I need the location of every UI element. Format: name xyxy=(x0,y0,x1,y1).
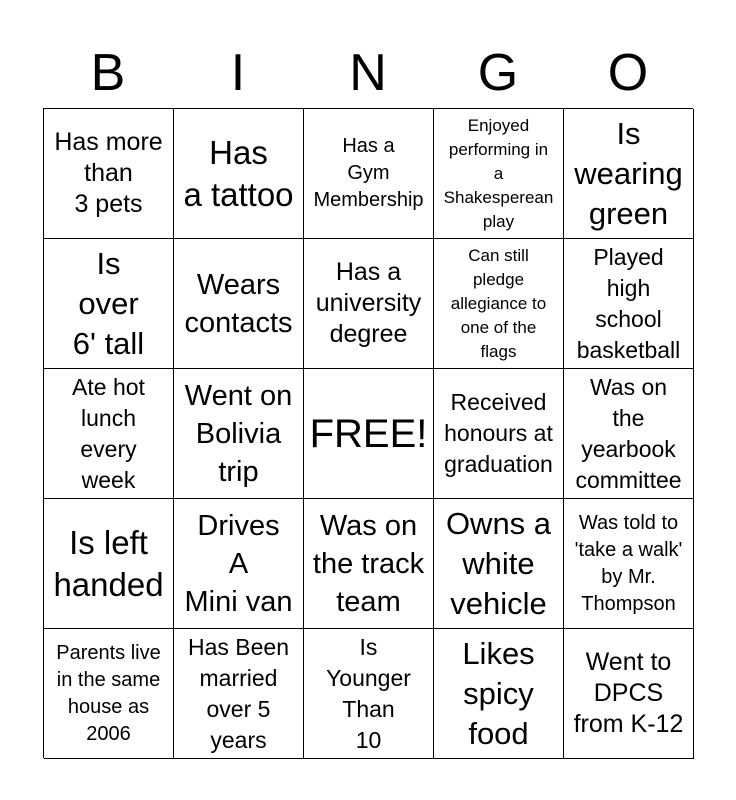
bingo-cell[interactable] xyxy=(44,109,174,239)
cell-text: Is left handed xyxy=(53,523,164,603)
cell-text: Has a Gym Membership xyxy=(313,135,424,211)
cell-text: Has Been married over 5 years xyxy=(187,633,289,753)
bingo-cell[interactable] xyxy=(174,369,304,499)
bingo-cell[interactable] xyxy=(44,369,174,499)
header-letter-o: O xyxy=(607,44,649,102)
cell-text: Received honours at graduation xyxy=(444,389,553,477)
bingo-cell[interactable] xyxy=(564,239,694,369)
bingo-cell[interactable] xyxy=(564,629,694,759)
cell-text: Went to DPCS from K-12 xyxy=(573,648,684,738)
bingo-cell[interactable] xyxy=(564,499,694,629)
cell-text: FREE! xyxy=(309,411,428,456)
bingo-header xyxy=(43,42,693,104)
bingo-cell[interactable] xyxy=(304,629,434,759)
bingo-cell[interactable] xyxy=(434,629,564,759)
cell-text: Is wearing green xyxy=(574,115,683,231)
bingo-cell[interactable] xyxy=(434,239,564,369)
bingo-cell[interactable] xyxy=(434,499,564,629)
cell-text: Has a tattoo xyxy=(183,133,294,213)
header-letter-b: B xyxy=(90,44,126,102)
header-letter-n: N xyxy=(349,44,387,102)
header-letter-i: I xyxy=(230,44,246,102)
bingo-cell[interactable] xyxy=(44,239,174,369)
cell-text: Can still pledge allegiance to one of the flags xyxy=(450,245,547,361)
bingo-cell[interactable] xyxy=(44,629,174,759)
cell-text: Has a university degree xyxy=(315,258,422,348)
bingo-cell[interactable] xyxy=(564,109,694,239)
header-letter-g: G xyxy=(477,44,519,102)
cell-text: Was on the track team xyxy=(312,509,425,618)
cell-text: Likes spicy food xyxy=(462,635,535,751)
bingo-cell[interactable] xyxy=(304,499,434,629)
bingo-card-grid xyxy=(43,108,693,758)
bingo-cell[interactable] xyxy=(304,239,434,369)
cell-text: Wears contacts xyxy=(184,268,293,339)
bingo-cell[interactable] xyxy=(304,109,434,239)
bingo-cell[interactable] xyxy=(434,369,564,499)
cell-text: Enjoyed performing in a Shakesperean play xyxy=(443,115,554,231)
cell-text: Was on the yearbook committee xyxy=(575,373,682,493)
cell-text: Parents live in the same house as 2006 xyxy=(56,641,161,745)
cell-text: Has more than 3 pets xyxy=(54,128,163,218)
bingo-cell[interactable] xyxy=(174,109,304,239)
cell-text: Drives A Mini van xyxy=(184,509,293,618)
bingo-cell-free[interactable] xyxy=(304,369,434,499)
cell-text: Ate hot lunch every week xyxy=(72,373,145,493)
bingo-cell[interactable] xyxy=(564,369,694,499)
bingo-cell[interactable] xyxy=(434,109,564,239)
bingo-cell[interactable] xyxy=(174,239,304,369)
bingo-cell[interactable] xyxy=(174,499,304,629)
cell-text: Owns a white vehicle xyxy=(445,505,552,621)
bingo-cell[interactable] xyxy=(174,629,304,759)
cell-text: Is Younger Than 10 xyxy=(326,633,411,753)
cell-text: Was told to 'take a walk' by Mr. Thompson xyxy=(574,511,683,615)
cell-text: Is over 6' tall xyxy=(72,245,145,361)
bingo-cell[interactable] xyxy=(44,499,174,629)
cell-text: Went on Bolivia trip xyxy=(184,379,293,488)
cell-text: Played high school basketball xyxy=(576,243,681,363)
